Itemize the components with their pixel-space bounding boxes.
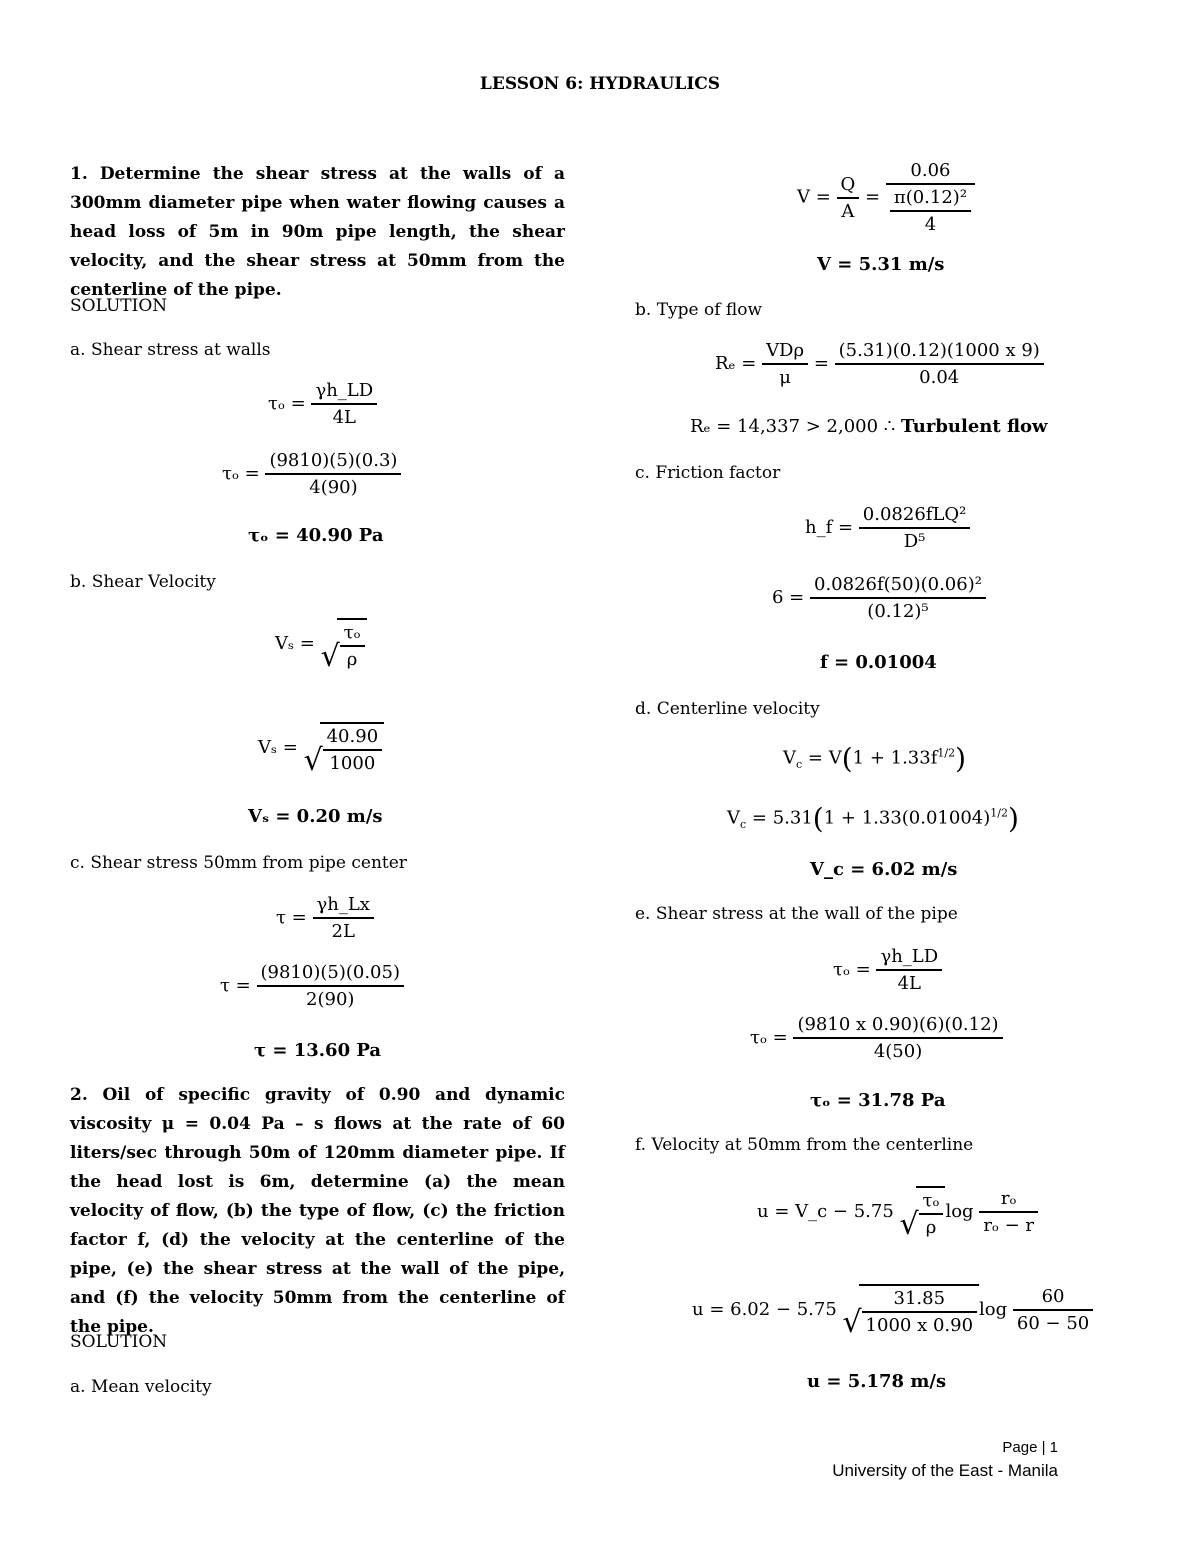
inner-fraction — [890, 187, 971, 235]
fraction — [919, 1190, 944, 1238]
problem-1-c-result: τ = 13.60 Pa — [254, 1040, 382, 1061]
problem-2-f-label: f. Velocity at 50mm from the centerline — [635, 1135, 974, 1155]
velocity-symbol: V — [727, 807, 740, 829]
numerator: (5.31)(0.12)(1000 x 9) — [835, 340, 1044, 365]
paren-content: 1 + 1.33(0.01004) — [823, 807, 991, 829]
denominator: 2L — [331, 921, 355, 942]
denominator: rₒ − r — [983, 1215, 1034, 1236]
problem-1-a-result: τₒ = 40.90 Pa — [248, 525, 384, 546]
denominator: (0.12)⁵ — [867, 601, 929, 622]
eq-lhs: τₒ = — [750, 1027, 788, 1048]
problem-2-a-label: a. Mean velocity — [70, 1377, 212, 1397]
eq-lhs: h_f = — [805, 517, 854, 538]
fraction — [862, 1288, 977, 1336]
problem-2-a-result: V = 5.31 m/s — [817, 254, 945, 275]
numerator: Q — [837, 174, 860, 199]
problem-1-b-formula — [275, 618, 367, 674]
problem-2-f-formula — [757, 1186, 1038, 1242]
problem-1-b-substitution — [258, 722, 384, 778]
eq-lhs: 6 = — [772, 587, 805, 608]
eq-lhs: Vₛ = — [258, 737, 298, 758]
problem-2-a-formula — [797, 160, 975, 235]
fraction — [1013, 1286, 1093, 1334]
problem-1-a-formula — [268, 380, 377, 428]
radicand — [916, 1186, 946, 1238]
velocity-symbol: V — [783, 747, 796, 769]
numerator: (9810)(5)(0.05) — [257, 962, 404, 987]
denominator: 4L — [332, 407, 357, 428]
numerator: 0.0826f(50)(0.06)² — [810, 574, 986, 599]
problem-2-d-label: d. Centerline velocity — [635, 699, 820, 719]
eq-rhs-prefix: = 5.31 — [746, 807, 813, 829]
fraction — [793, 1014, 1002, 1062]
problem-2-c-formula — [805, 504, 970, 552]
square-root — [842, 1284, 979, 1340]
radical-sign: √ — [320, 639, 340, 674]
equals-sign: = — [813, 353, 829, 374]
denominator: 4(50) — [873, 1041, 923, 1062]
problem-2-c-substitution — [772, 574, 986, 622]
denominator: 60 − 50 — [1016, 1313, 1090, 1334]
eq-rhs-prefix: = V — [802, 747, 842, 769]
equals-sign: = — [865, 186, 881, 208]
problem-2-e-formula — [833, 946, 942, 994]
numerator: VDρ — [762, 340, 808, 365]
problem-1-b-label: b. Shear Velocity — [70, 572, 216, 592]
eq-lhs: u = 6.02 − 5.75 — [692, 1299, 837, 1320]
problem-2-c-label: c. Friction factor — [635, 463, 781, 483]
problem-2-e-result: τₒ = 31.78 Pa — [810, 1090, 946, 1111]
numerator: 0.06 — [886, 160, 975, 185]
numerator: γh_Lx — [313, 894, 374, 919]
radicand — [320, 722, 385, 774]
university-name: University of the East - Manila — [832, 1461, 1058, 1480]
numerator: γh_LD — [876, 946, 942, 971]
eq-lhs: τₒ = — [268, 393, 306, 414]
radical-sign: √ — [303, 743, 323, 778]
exponent: 1/2 — [937, 746, 956, 760]
numerator: 31.85 — [862, 1288, 977, 1313]
problem-1-c-formula — [276, 894, 374, 942]
radical-sign: √ — [842, 1305, 862, 1340]
denominator: 4L — [897, 973, 922, 994]
square-root — [899, 1186, 946, 1242]
numerator: (9810 x 0.90)(6)(0.12) — [793, 1014, 1002, 1039]
problem-2-d-substitution: $V_c = 5.31(1 + 1.33(0.01004)^{1/2})$ — [727, 802, 1019, 835]
fraction — [837, 174, 860, 222]
numerator: (9810)(5)(0.3) — [265, 450, 401, 475]
denominator: D⁵ — [903, 531, 926, 552]
flow-type: Turbulent flow — [901, 416, 1048, 437]
problem-2-b-formula — [715, 340, 1044, 388]
denominator: 1000 x 0.90 — [865, 1315, 974, 1336]
numerator: 0.0826fLQ² — [859, 504, 971, 529]
problem-2-statement: 2. Oil of specific gravity of 0.90 and dynamic viscosity μ = 0.04 Pa – s flows at the rate of 60 liters/sec through 50m of 120mm diameter pipe. If the head lost is 6m, determine (a) the mean velocity of flow, (b) the type of flow, (c) the friction factor f, (d) the velocity at the centerline of the pipe, (e) the shear stress at the wall of the pipe, and (f) the velocity 50mm from the centerline of the pipe. — [70, 1085, 565, 1337]
denominator: 1000 — [329, 753, 376, 774]
problem-2-e-label: e. Shear stress at the wall of the pipe — [635, 904, 958, 924]
fraction — [876, 946, 942, 994]
numerator: τₒ — [340, 622, 365, 647]
square-root — [303, 722, 385, 778]
denominator: ρ — [346, 649, 358, 670]
fraction — [859, 504, 971, 552]
numerator: γh_LD — [311, 380, 377, 405]
radicand — [859, 1284, 979, 1336]
fraction — [810, 574, 986, 622]
page-number: Page | 1 — [1002, 1439, 1058, 1456]
problem-2-b-label: b. Type of flow — [635, 300, 763, 320]
denominator: ρ — [925, 1217, 937, 1238]
eq-lhs: τ = — [220, 975, 251, 996]
problem-1-b-result: Vₛ = 0.20 m/s — [248, 806, 383, 827]
eq-lhs: u = V_c − 5.75 — [757, 1201, 894, 1222]
log-label: log — [979, 1299, 1008, 1320]
page-title: LESSON 6: HYDRAULICS — [479, 74, 721, 94]
problem-2-c-result: f = 0.01004 — [820, 652, 937, 673]
problem-1-c-label: c. Shear stress 50mm from pipe center — [70, 853, 407, 873]
square-root — [320, 618, 367, 674]
fraction — [835, 340, 1044, 388]
exponent: 1/2 — [990, 806, 1008, 820]
fraction — [323, 726, 383, 774]
compound-fraction — [886, 160, 975, 235]
problem-2-e-substitution — [750, 1014, 1003, 1062]
numerator: rₒ — [979, 1188, 1038, 1213]
fraction — [340, 622, 365, 670]
radicand — [337, 618, 367, 670]
inner-denominator: 4 — [924, 214, 937, 235]
problem-2-d-result: V_c = 6.02 m/s — [810, 859, 958, 880]
problem-1-solution-label: SOLUTION — [70, 296, 168, 316]
problem-2-solution-label: SOLUTION — [70, 1332, 168, 1352]
fraction — [257, 962, 404, 1010]
problem-1-c-substitution — [220, 962, 404, 1010]
numerator: τₒ — [919, 1190, 944, 1215]
paren-content: 1 + 1.33f — [852, 747, 938, 769]
denominator: μ — [779, 367, 791, 388]
eq-lhs: V = — [797, 186, 831, 208]
eq-lhs: τₒ = — [833, 959, 871, 980]
denominator: A — [841, 200, 855, 222]
denominator — [886, 185, 975, 235]
denominator: 4(90) — [309, 477, 358, 498]
fraction — [762, 340, 808, 388]
fraction — [313, 894, 374, 942]
fraction — [265, 450, 401, 498]
denominator: 2(90) — [306, 989, 355, 1010]
eq-lhs: τₒ = — [222, 463, 260, 484]
problem-2-f-substitution — [692, 1284, 1093, 1340]
eq-lhs: τ = — [276, 907, 307, 928]
fraction — [979, 1188, 1038, 1236]
problem-2-f-result: u = 5.178 m/s — [807, 1371, 947, 1392]
fraction — [311, 380, 377, 428]
eq-lhs: Rₑ = — [715, 353, 757, 374]
numerator: 60 — [1013, 1286, 1093, 1311]
problem-2-d-formula: $V_c = V(1 + 1.33f^{1/2})$ — [783, 742, 966, 775]
eq-lhs: Vₛ = — [275, 633, 315, 654]
inner-numerator: π(0.12)² — [890, 187, 971, 212]
denominator: 0.04 — [919, 367, 960, 388]
numerator: 40.90 — [323, 726, 383, 751]
reynolds-value: Rₑ = 14,337 > 2,000 ∴ — [690, 416, 896, 437]
problem-1-a-label: a. Shear stress at walls — [70, 340, 271, 360]
radical-sign: √ — [899, 1207, 919, 1242]
problem-2-b-result — [690, 416, 1048, 437]
problem-1-a-substitution — [222, 450, 401, 498]
log-label: log — [945, 1201, 974, 1222]
problem-1-statement: 1. Determine the shear stress at the walls of a 300mm diameter pipe when water flowing causes a head loss of 5m in 90m pipe length, the shear velocity, and the shear stress at 50mm from the centerline of the pipe. — [70, 164, 565, 300]
